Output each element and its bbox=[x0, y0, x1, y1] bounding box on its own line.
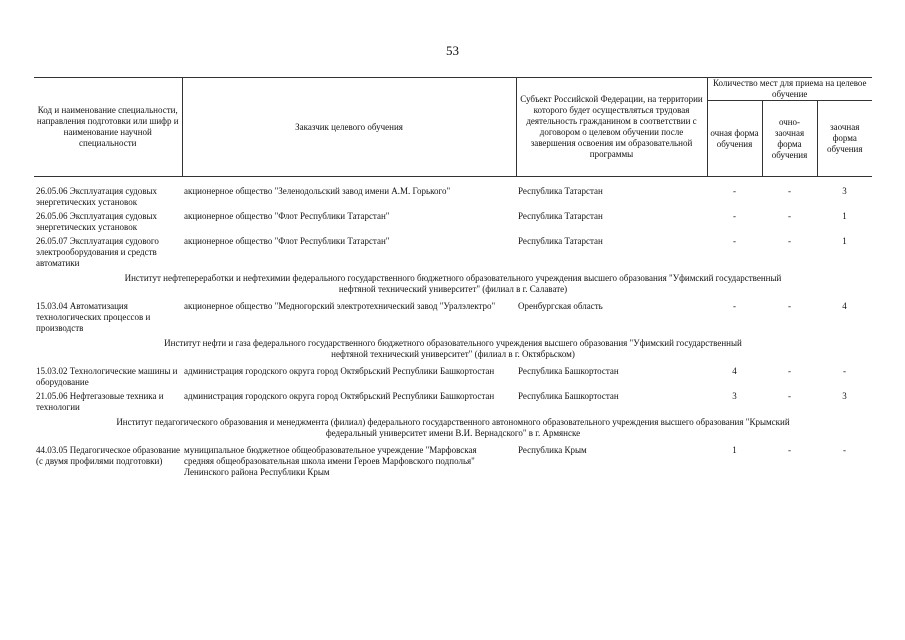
cell-region: Оренбургская область bbox=[518, 301, 603, 311]
header-customer: Заказчик целевого обучения bbox=[182, 78, 516, 177]
cell-part-time: - bbox=[788, 445, 791, 455]
cell-region: Республика Крым bbox=[518, 445, 587, 455]
cell-region: Республика Татарстан bbox=[518, 236, 603, 246]
cell-full-time: - bbox=[733, 236, 736, 246]
cell-distance: 1 bbox=[842, 236, 847, 246]
cell-region: Республика Татарстан bbox=[518, 211, 603, 221]
table-row bbox=[34, 177, 872, 209]
group-heading-row bbox=[34, 413, 872, 442]
cell-part-time: - bbox=[788, 236, 791, 246]
cell-part-time: - bbox=[788, 301, 791, 311]
cell-code: 26.05.06 Эксплуатация судовых энергетических установок bbox=[36, 211, 158, 232]
header-code: Код и наименование специальности, направления подготовки или шифр и наименование научной специальности bbox=[34, 78, 182, 177]
cell-full-time: - bbox=[733, 186, 736, 196]
cell-customer: администрация городского округа город Октябрьский Республики Башкортостан bbox=[184, 366, 495, 376]
cell-customer: акционерное общество "Медногорский электротехнический завод "Уралэлектро" bbox=[184, 301, 496, 311]
table-row bbox=[34, 442, 872, 478]
cell-distance: 1 bbox=[842, 211, 847, 221]
cell-code: 44.03.05 Педагогическое образование (с двумя профилями подготовки) bbox=[36, 445, 181, 466]
cell-customer: акционерное общество "Флот Республики Татарстан" bbox=[184, 211, 390, 221]
document-body bbox=[34, 77, 872, 478]
group-heading-row bbox=[34, 269, 872, 298]
table-row bbox=[34, 298, 872, 334]
header-distance: заочная форма обучения bbox=[817, 101, 872, 177]
cell-full-time: 4 bbox=[732, 366, 737, 376]
cell-full-time: 3 bbox=[732, 391, 737, 401]
group-heading: Институт нефти и газа федерального государственного бюджетного образовательного учреждения высшего образования "Уфимский государственный нефтяной технический университет" (филиал в г. Октябрьском) bbox=[164, 338, 742, 359]
cell-customer: муниципальное бюджетное общеобразовательное учреждение "Марфовская средняя общеобразовательная школа имени Героев Марфовского подполья" Ленинского района Республики Крым bbox=[184, 445, 477, 477]
cell-distance: - bbox=[843, 445, 846, 455]
cell-region: Республика Башкортостан bbox=[518, 391, 619, 401]
cell-customer: администрация городского округа город Октябрьский Республики Башкортостан bbox=[184, 391, 495, 401]
cell-distance: - bbox=[843, 366, 846, 376]
header-region: Субъект Российской Федерации, на территории которого будет осуществляться трудовая деятельность гражданином в соответствии с договором о целевом обучении после завершения освоения им образовательной программы bbox=[516, 78, 707, 177]
table-row bbox=[34, 363, 872, 388]
cell-distance: 4 bbox=[842, 301, 847, 311]
cell-region: Республика Башкортостан bbox=[518, 366, 619, 376]
header-row bbox=[34, 78, 872, 101]
cell-customer: акционерное общество "Флот Республики Татарстан" bbox=[184, 236, 390, 246]
cell-full-time: - bbox=[733, 301, 736, 311]
header-places: Количество мест для приема на целевое обучение bbox=[707, 78, 872, 101]
cell-part-time: - bbox=[788, 211, 791, 221]
targeted-training-table bbox=[34, 77, 872, 478]
header-full-time: очная форма обучения bbox=[707, 101, 762, 177]
cell-code: 26.05.06 Эксплуатация судовых энергетических установок bbox=[36, 186, 158, 207]
group-heading-row bbox=[34, 334, 872, 363]
cell-part-time: - bbox=[788, 186, 791, 196]
cell-customer: акционерное общество "Зеленодольский завод имени А.М. Горького" bbox=[184, 186, 451, 196]
cell-code: 15.03.02 Технологические машины и оборудование bbox=[36, 366, 178, 387]
cell-distance: 3 bbox=[842, 391, 847, 401]
cell-distance: 3 bbox=[842, 186, 847, 196]
cell-code: 21.05.06 Нефтегазовые техника и технологии bbox=[36, 391, 164, 412]
cell-part-time: - bbox=[788, 366, 791, 376]
group-heading: Институт нефтепереработки и нефтехимии федерального государственного бюджетного образовательного учреждения высшего образования "Уфимский государственный нефтяной технический университет" (филиал в г. Салавате) bbox=[124, 273, 782, 294]
group-heading: Институт педагогического образования и менеджмента (филиал) федерального государственного автономного образовательного учреждения высшего образования "Крымский федеральный университет имени В.И. Вернадского" в г. Армянске bbox=[116, 417, 790, 438]
cell-code: 26.05.07 Эксплуатация судового электрооборудования и средств автоматики bbox=[36, 236, 159, 268]
cell-code: 15.03.04 Автоматизация технологических процессов и производств bbox=[36, 301, 151, 333]
table-row bbox=[34, 388, 872, 413]
cell-full-time: 1 bbox=[732, 445, 737, 455]
cell-region: Республика Татарстан bbox=[518, 186, 603, 196]
header-part-time: очно-заочная форма обучения bbox=[762, 101, 817, 177]
table-row bbox=[34, 208, 872, 233]
cell-part-time: - bbox=[788, 391, 791, 401]
cell-full-time: - bbox=[733, 211, 736, 221]
table-row bbox=[34, 233, 872, 269]
page-number: 53 bbox=[446, 43, 459, 58]
